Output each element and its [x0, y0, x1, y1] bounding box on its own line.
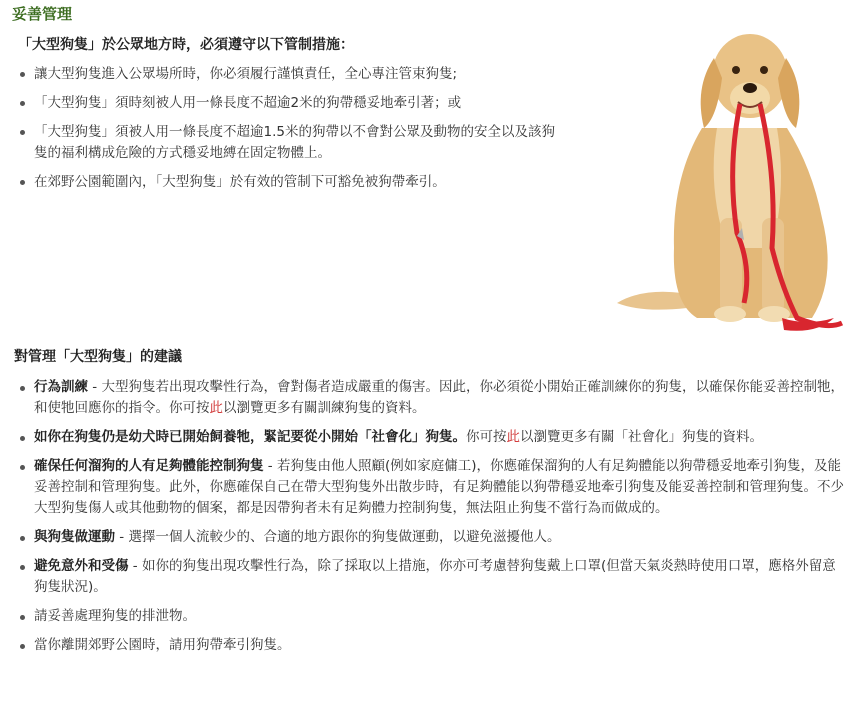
advice-text: 當你離開郊野公園時，請用狗帶牽引狗隻。 [34, 637, 291, 653]
advice-head: 如你在狗隻仍是幼犬時已開始飼養牠，緊記要從小開始「社會化」狗隻。 [34, 429, 466, 445]
advice-head: 避免意外和受傷 [34, 558, 129, 574]
advice-text: - 若狗隻由他人照顧(例如家庭傭工)，你應確保溜狗的人有足夠體能以狗帶穩妥地牽引狗隻，及能妥善控制和管理狗隻。此外，你應確保自己在帶大型狗隻外出散步時，有足夠體能以狗帶穩妥地牽引狗隻及能妥善控制和管理狗隻。不少大型狗隻傷人或其他動物的個案，都是因帶狗者未有足夠體力控制狗隻，無法阻止狗隻不當行為而做成的。 [34, 458, 844, 516]
rule-item [16, 172, 556, 193]
advice-head: 確保任何溜狗的人有足夠體能控制狗隻 [34, 458, 264, 474]
rule-item [16, 93, 556, 114]
advice-text: 請妥善處理狗隻的排泄物。 [34, 608, 196, 624]
rule-text: 「大型狗隻」須被人用一條長度不超逾1.5米的狗帶以不會對公眾及動物的安全以及該狗隻的福利構成危險的方式穩妥地縛在固定物體上。 [34, 124, 555, 161]
rule-text: 讓大型狗隻進入公眾場所時，你必須履行謹慎責任，全心專注管束狗隻; [34, 66, 458, 82]
socialize-link[interactable]: 此 [506, 429, 520, 445]
training-link[interactable]: 此 [209, 400, 223, 416]
advice-item-walker [16, 456, 846, 519]
advice-tail: 以瀏覽更多有關訓練狗隻的資料。 [223, 400, 426, 416]
advice-tail: 以瀏覽更多有關「社會化」狗隻的資料。 [520, 429, 763, 445]
rule-item [16, 122, 556, 164]
intro-heading: 「大型狗隻」於公眾地方時，必須遵守以下管制措施： [18, 37, 354, 53]
advice-item-leave [16, 635, 846, 656]
advice-text: 你可按 [466, 429, 507, 445]
advice-head: 與狗隻做運動 [34, 529, 115, 545]
advice-title: 對管理「大型狗隻」的建議 [14, 349, 182, 365]
rule-item [16, 64, 556, 85]
advice-text: - 選擇一個人流較少的、合適的地方跟你的狗隻做運動，以避免滋擾他人。 [115, 529, 561, 545]
advice-item-socialize [16, 427, 846, 448]
advice-item-training [16, 377, 846, 419]
advice-list [16, 377, 846, 664]
dog-illustration [612, 18, 848, 338]
section-title: 妥善管理 [12, 5, 73, 23]
advice-item-accidents [16, 556, 846, 598]
rules-list [16, 64, 556, 201]
advice-text: - 如你的狗隻出現攻擊性行為，除了採取以上措施，你亦可考慮替狗隻戴上口罩(但當天氣炎熱時使用口罩，應格外留意狗隻狀況)。 [34, 558, 836, 595]
dog-with-leash-image [612, 18, 848, 338]
rule-text: 在郊野公園範圍內，「大型狗隻」於有效的管制下可豁免被狗帶牽引。 [34, 174, 446, 190]
advice-head: 行為訓練 [34, 379, 88, 395]
advice-item-exercise [16, 527, 846, 548]
rule-text: 「大型狗隻」須時刻被人用一條長度不超逾2米的狗帶穩妥地牽引著；或 [34, 95, 462, 111]
advice-text: - 大型狗隻若出現攻擊性行為，會對傷者造成嚴重的傷害。因此，你必須從小開始正確訓練你的狗隻，以確保你能妥善控制牠，和使牠回應你的指令。你可按 [34, 379, 844, 416]
advice-item-waste [16, 606, 846, 627]
